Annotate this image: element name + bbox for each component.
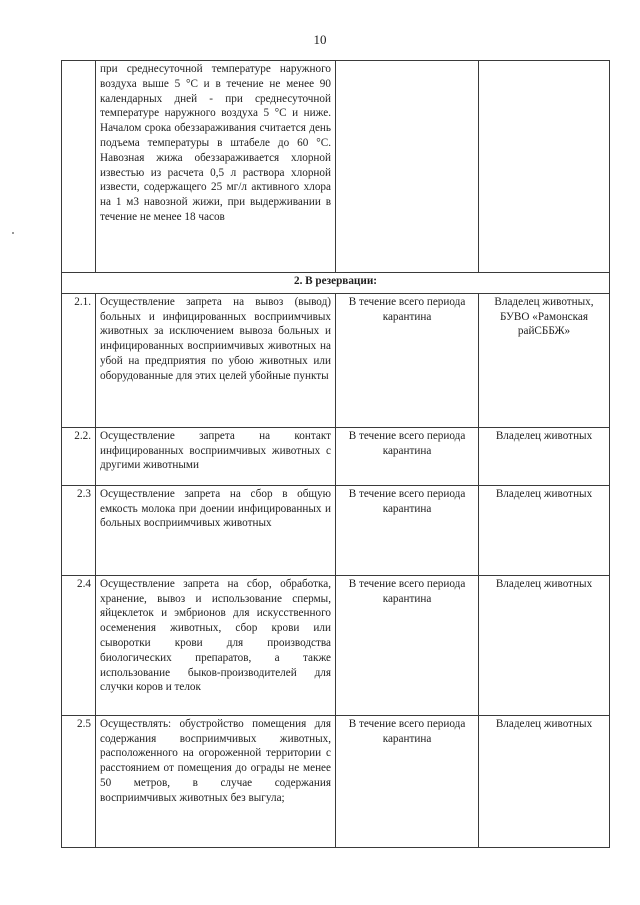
section-title: 2. В резервации: bbox=[62, 273, 610, 294]
row-number: 2.1. bbox=[62, 293, 96, 427]
row-action: Осуществление запрета на сбор, обработка, хранение, вывоз и использование спермы, яйцеклеток и эмбрионов для искусственного осеменения животных, сбор крови или сыворотки крови для производства биологических препаратов, а также использование быков-производителей для случки коров и телок bbox=[96, 575, 336, 715]
continuation-text: при среднесуточной температуре наружного воздуха выше 5 °С и в течение не менее 90 календарных дней - при среднесуточной температуре наружного воздуха 5 °С и ниже. Началом срока обеззараживания считается день подъема температуры в штабеле до 60 °С. Навозная жижа обеззараживается хлорной известью из расчета 0,5 л раствора хлорной извести, содержащего 25 мг/л активного хлора на 1 м3 навозной жижи, при выдерживании в течение не менее 18 часов bbox=[96, 61, 336, 273]
table-row bbox=[62, 715, 610, 847]
table-row bbox=[62, 293, 610, 427]
section-header-row bbox=[62, 273, 610, 294]
row-action: Осуществление запрета на контакт инфицированных восприимчивых животных с другими животными bbox=[96, 427, 336, 485]
row-responsible: Владелец животных, БУВО «Рамонская райСББЖ» bbox=[479, 293, 610, 427]
responsible-cell bbox=[479, 61, 610, 273]
table-row bbox=[62, 575, 610, 715]
continuation-row bbox=[62, 61, 610, 273]
num-cell bbox=[62, 61, 96, 273]
page-number: 10 bbox=[313, 32, 327, 47]
table-row bbox=[62, 427, 610, 485]
row-responsible: Владелец животных bbox=[479, 427, 610, 485]
row-number: 2.4 bbox=[62, 575, 96, 715]
scan-speck bbox=[12, 232, 14, 234]
row-responsible: Владелец животных bbox=[479, 575, 610, 715]
row-number: 2.3 bbox=[62, 485, 96, 575]
row-action: Осуществление запрета на сбор в общую емкость молока при доении инфицированных и больных восприимчивых животных bbox=[96, 485, 336, 575]
row-term: В течение всего периода карантина bbox=[336, 293, 479, 427]
row-term: В течение всего периода карантина bbox=[336, 715, 479, 847]
row-term: В течение всего периода карантина bbox=[336, 575, 479, 715]
table-row bbox=[62, 485, 610, 575]
row-action: Осуществление запрета на вывоз (вывод) больных и инфицированных восприимчивых животных за исключением вывоза больных и инфицированных восприимчивых животных на убой на предприятия по убою животных или оборудованные для этих целей убойные пункты bbox=[96, 293, 336, 427]
row-responsible: Владелец животных bbox=[479, 715, 610, 847]
row-number: 2.5 bbox=[62, 715, 96, 847]
row-term: В течение всего периода карантина bbox=[336, 427, 479, 485]
row-number: 2.2. bbox=[62, 427, 96, 485]
term-cell bbox=[336, 61, 479, 273]
row-action: Осуществлять: обустройство помещения для содержания восприимчивых животных, расположенного на огороженной территории с расстоянием от помещения до ограды не менее 50 метров, в случае содержания восприимчивых животных без выгула; bbox=[96, 715, 336, 847]
row-term: В течение всего периода карантина bbox=[336, 485, 479, 575]
quarantine-measures-table bbox=[61, 60, 610, 848]
row-responsible: Владелец животных bbox=[479, 485, 610, 575]
